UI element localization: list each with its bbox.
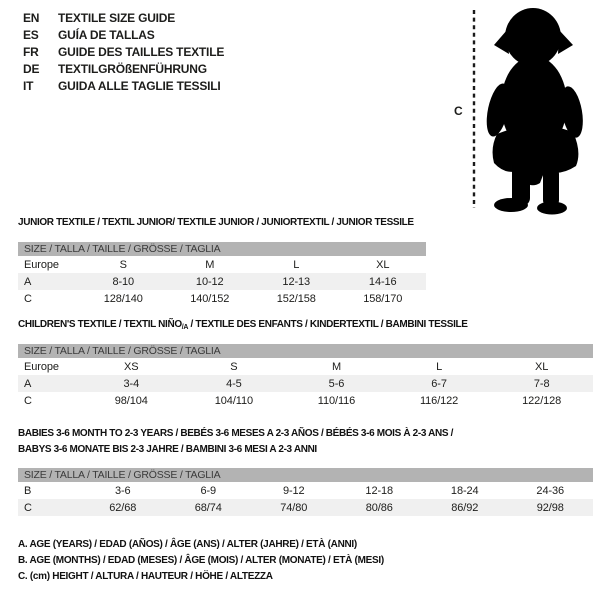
age-cell: 9-12 — [282, 484, 305, 497]
lang-code: EN — [23, 10, 40, 25]
row-label: B — [24, 484, 32, 497]
lang-code: FR — [23, 44, 39, 59]
lang-title: GUIDA ALLE TAGLIE TESSILI — [58, 78, 221, 93]
row-label: C — [24, 501, 32, 514]
lang-row-es — [23, 26, 224, 43]
age-cell: 8-10 — [112, 275, 135, 288]
row-label: A — [24, 275, 32, 288]
lang-row-it — [23, 77, 224, 94]
size-cell: M — [331, 360, 342, 373]
age-cell: 4-5 — [226, 377, 242, 390]
junior-section-title: JUNIOR TEXTILE / TEXTIL JUNIOR/ TEXTILE JUNIOR / JUNIORTEXTIL / JUNIOR TESSILE — [18, 217, 414, 228]
measurement-legend — [18, 537, 384, 585]
table-row-height — [18, 392, 593, 409]
lang-title: GUÍA DE TALLAS — [58, 27, 155, 42]
height-cell: 140/152 — [190, 292, 230, 305]
children-size-table — [18, 344, 593, 409]
height-cell: 74/80 — [280, 501, 308, 514]
age-cell: 7-8 — [533, 377, 550, 390]
size-cell: XL — [376, 258, 390, 271]
height-cell: 122/128 — [522, 394, 562, 407]
lang-code: DE — [23, 61, 40, 76]
language-title-list — [23, 9, 224, 94]
lang-title: TEXTILGRÖßENFÜHRUNG — [58, 61, 207, 76]
age-cell: 14-16 — [368, 275, 397, 288]
title-subscript: /A — [181, 324, 189, 331]
table-row-europe — [18, 358, 593, 375]
size-header-bar: SIZE / TALLA / TAILLE / GRÖSSE / TAGLIA — [18, 468, 593, 482]
age-cell: 24-36 — [536, 484, 565, 497]
table-row-age — [18, 273, 426, 290]
babies-size-table — [18, 468, 593, 516]
age-cell: 10-12 — [195, 275, 224, 288]
lang-title: GUIDE DES TAILLES TEXTILE — [58, 44, 225, 59]
size-cell: XS — [124, 360, 139, 373]
title-part: / TEXTILE DES ENFANTS / KINDERTEXTIL / BAMBINI TESSILE — [188, 319, 468, 330]
legend-line-a: A. AGE (YEARS) / EDAD (AÑOS) / ÂGE (ANS) / ALTER (JAHRE) / ETÀ (ANNI) — [18, 539, 357, 550]
lang-row-de — [23, 60, 224, 77]
age-cell: 6-7 — [431, 377, 447, 390]
size-cell: S — [119, 258, 127, 271]
height-cell: 86/92 — [451, 501, 479, 514]
title-line-1: BABIES 3-6 MONTH TO 2-3 YEARS / BEBÉS 3-6 MESES A 2-3 AÑOS / BÉBÉS 3-6 MOIS À 2-3 ANS / — [18, 428, 454, 439]
lang-title: TEXTILE SIZE GUIDE — [58, 10, 176, 25]
table-row-europe — [18, 256, 426, 273]
lang-row-fr — [23, 43, 224, 60]
table-row-height — [18, 290, 426, 307]
row-label: A — [24, 377, 32, 390]
row-label: Europe — [24, 258, 59, 271]
size-cell: L — [293, 258, 300, 271]
legend-line-c: C. (cm) HEIGHT / ALTURA / HAUTEUR / HÖHE / ALTEZZA — [18, 571, 273, 582]
size-header-bar: SIZE / TALLA / TAILLE / GRÖSSE / TAGLIA — [18, 242, 426, 256]
height-cell: 62/68 — [109, 501, 137, 514]
height-cell: 128/140 — [103, 292, 143, 305]
lang-row-en — [23, 9, 224, 26]
height-cell: 152/158 — [276, 292, 316, 305]
baby-silhouette — [483, 8, 587, 215]
lang-code: ES — [23, 27, 39, 42]
height-cell: 116/122 — [419, 394, 459, 407]
age-cell: 6-9 — [200, 484, 217, 497]
age-cell: 5-6 — [328, 377, 345, 390]
height-cell: 68/74 — [194, 501, 222, 514]
age-cell: 3-4 — [123, 377, 140, 390]
age-cell: 12-18 — [365, 484, 394, 497]
size-cell: S — [230, 360, 238, 373]
height-cell: 80/86 — [365, 501, 393, 514]
children-section-title — [18, 319, 468, 331]
height-cell: 158/170 — [363, 292, 403, 305]
age-cell: 12-13 — [282, 275, 311, 288]
size-cell: L — [436, 360, 443, 373]
age-cell: 18-24 — [450, 484, 479, 497]
title-part: CHILDREN'S TEXTILE / TEXTIL NIÑO — [18, 319, 182, 330]
junior-size-table — [18, 242, 426, 307]
height-cell: 110/116 — [317, 394, 356, 407]
table-row-age-months — [18, 482, 593, 499]
baby-silhouette-graphic — [440, 4, 600, 216]
row-label: Europe — [24, 360, 59, 373]
lang-code: IT — [23, 78, 34, 93]
height-cell: 92/98 — [536, 501, 564, 514]
size-header-bar: SIZE / TALLA / TAILLE / GRÖSSE / TAGLIA — [18, 344, 593, 358]
height-cell: 104/110 — [214, 394, 254, 407]
height-cell: 98/104 — [114, 394, 148, 407]
age-cell: 3-6 — [114, 484, 131, 497]
row-label: C — [24, 292, 32, 305]
title-line-2: BABYS 3-6 MONATE BIS 2-3 JAHRE / BAMBINI 3-6 MESI A 2-3 ANNI — [18, 444, 317, 455]
table-row-age — [18, 375, 593, 392]
babies-section-title — [18, 426, 453, 458]
size-cell: XL — [535, 360, 549, 373]
legend-line-b: B. AGE (MONTHS) / EDAD (MESES) / ÂGE (MOIS) / ALTER (MONATE) / ETÀ (MESI) — [18, 555, 384, 566]
row-label: C — [24, 394, 32, 407]
measure-label-c: C — [454, 104, 463, 118]
size-cell: M — [205, 258, 215, 271]
measurement-figure — [440, 4, 600, 216]
table-row-height — [18, 499, 593, 516]
